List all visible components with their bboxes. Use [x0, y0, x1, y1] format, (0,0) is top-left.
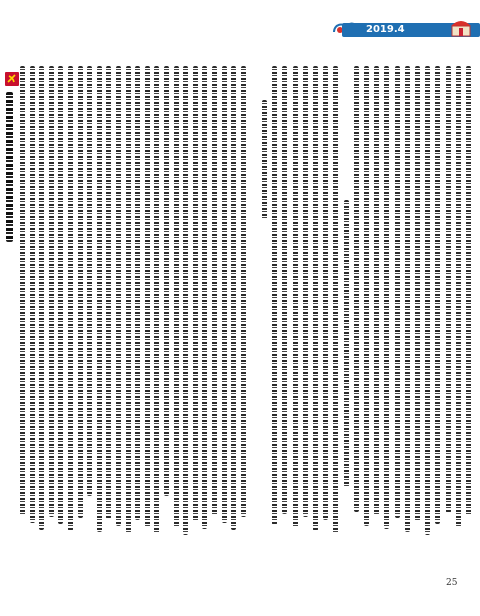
- text-column: [126, 66, 131, 533]
- text-column: [222, 66, 227, 523]
- text-column: [135, 66, 140, 520]
- text-column: [374, 66, 379, 515]
- text-column: [395, 66, 400, 518]
- text-column: [293, 66, 298, 528]
- text-column: [164, 66, 169, 496]
- text-column: [30, 66, 35, 523]
- text-column: [68, 66, 73, 531]
- text-column: [415, 66, 420, 521]
- text-column: [87, 66, 92, 496]
- text-column: [145, 66, 150, 527]
- text-column: [282, 66, 287, 514]
- text-column: [425, 66, 430, 535]
- text-column: [272, 66, 277, 525]
- text-column: [231, 66, 236, 530]
- text-column: [106, 66, 111, 519]
- yurt-icon: [448, 14, 474, 38]
- text-column: [333, 66, 338, 534]
- text-column: [49, 66, 54, 517]
- page-number: 25: [446, 578, 458, 588]
- text-column: [384, 66, 389, 529]
- text-column: [183, 66, 188, 535]
- text-column: [456, 66, 461, 527]
- text-column: [405, 66, 410, 532]
- text-column: [364, 66, 369, 526]
- party-emblem-icon: [5, 72, 19, 86]
- text-column: [303, 66, 308, 517]
- text-column: [262, 100, 267, 220]
- issue-banner: [330, 14, 480, 40]
- text-column: [202, 66, 207, 529]
- text-column: [6, 92, 13, 242]
- text-column: [97, 66, 102, 532]
- text-column: [78, 66, 83, 518]
- text-column: [344, 200, 349, 487]
- text-column: [446, 66, 451, 513]
- issue-label: 2019.4: [366, 24, 405, 35]
- text-column: [313, 66, 318, 531]
- text-column: [323, 66, 328, 520]
- text-column: [39, 66, 44, 530]
- text-column: [154, 66, 159, 534]
- text-column: [466, 66, 471, 516]
- text-column: [58, 66, 63, 524]
- text-column: [212, 66, 217, 516]
- text-column: [193, 66, 198, 522]
- text-column: [241, 66, 246, 517]
- text-column: [20, 66, 25, 516]
- text-column: [116, 66, 121, 526]
- text-column: [174, 66, 179, 528]
- text-column: [354, 66, 359, 512]
- text-column: [435, 66, 440, 524]
